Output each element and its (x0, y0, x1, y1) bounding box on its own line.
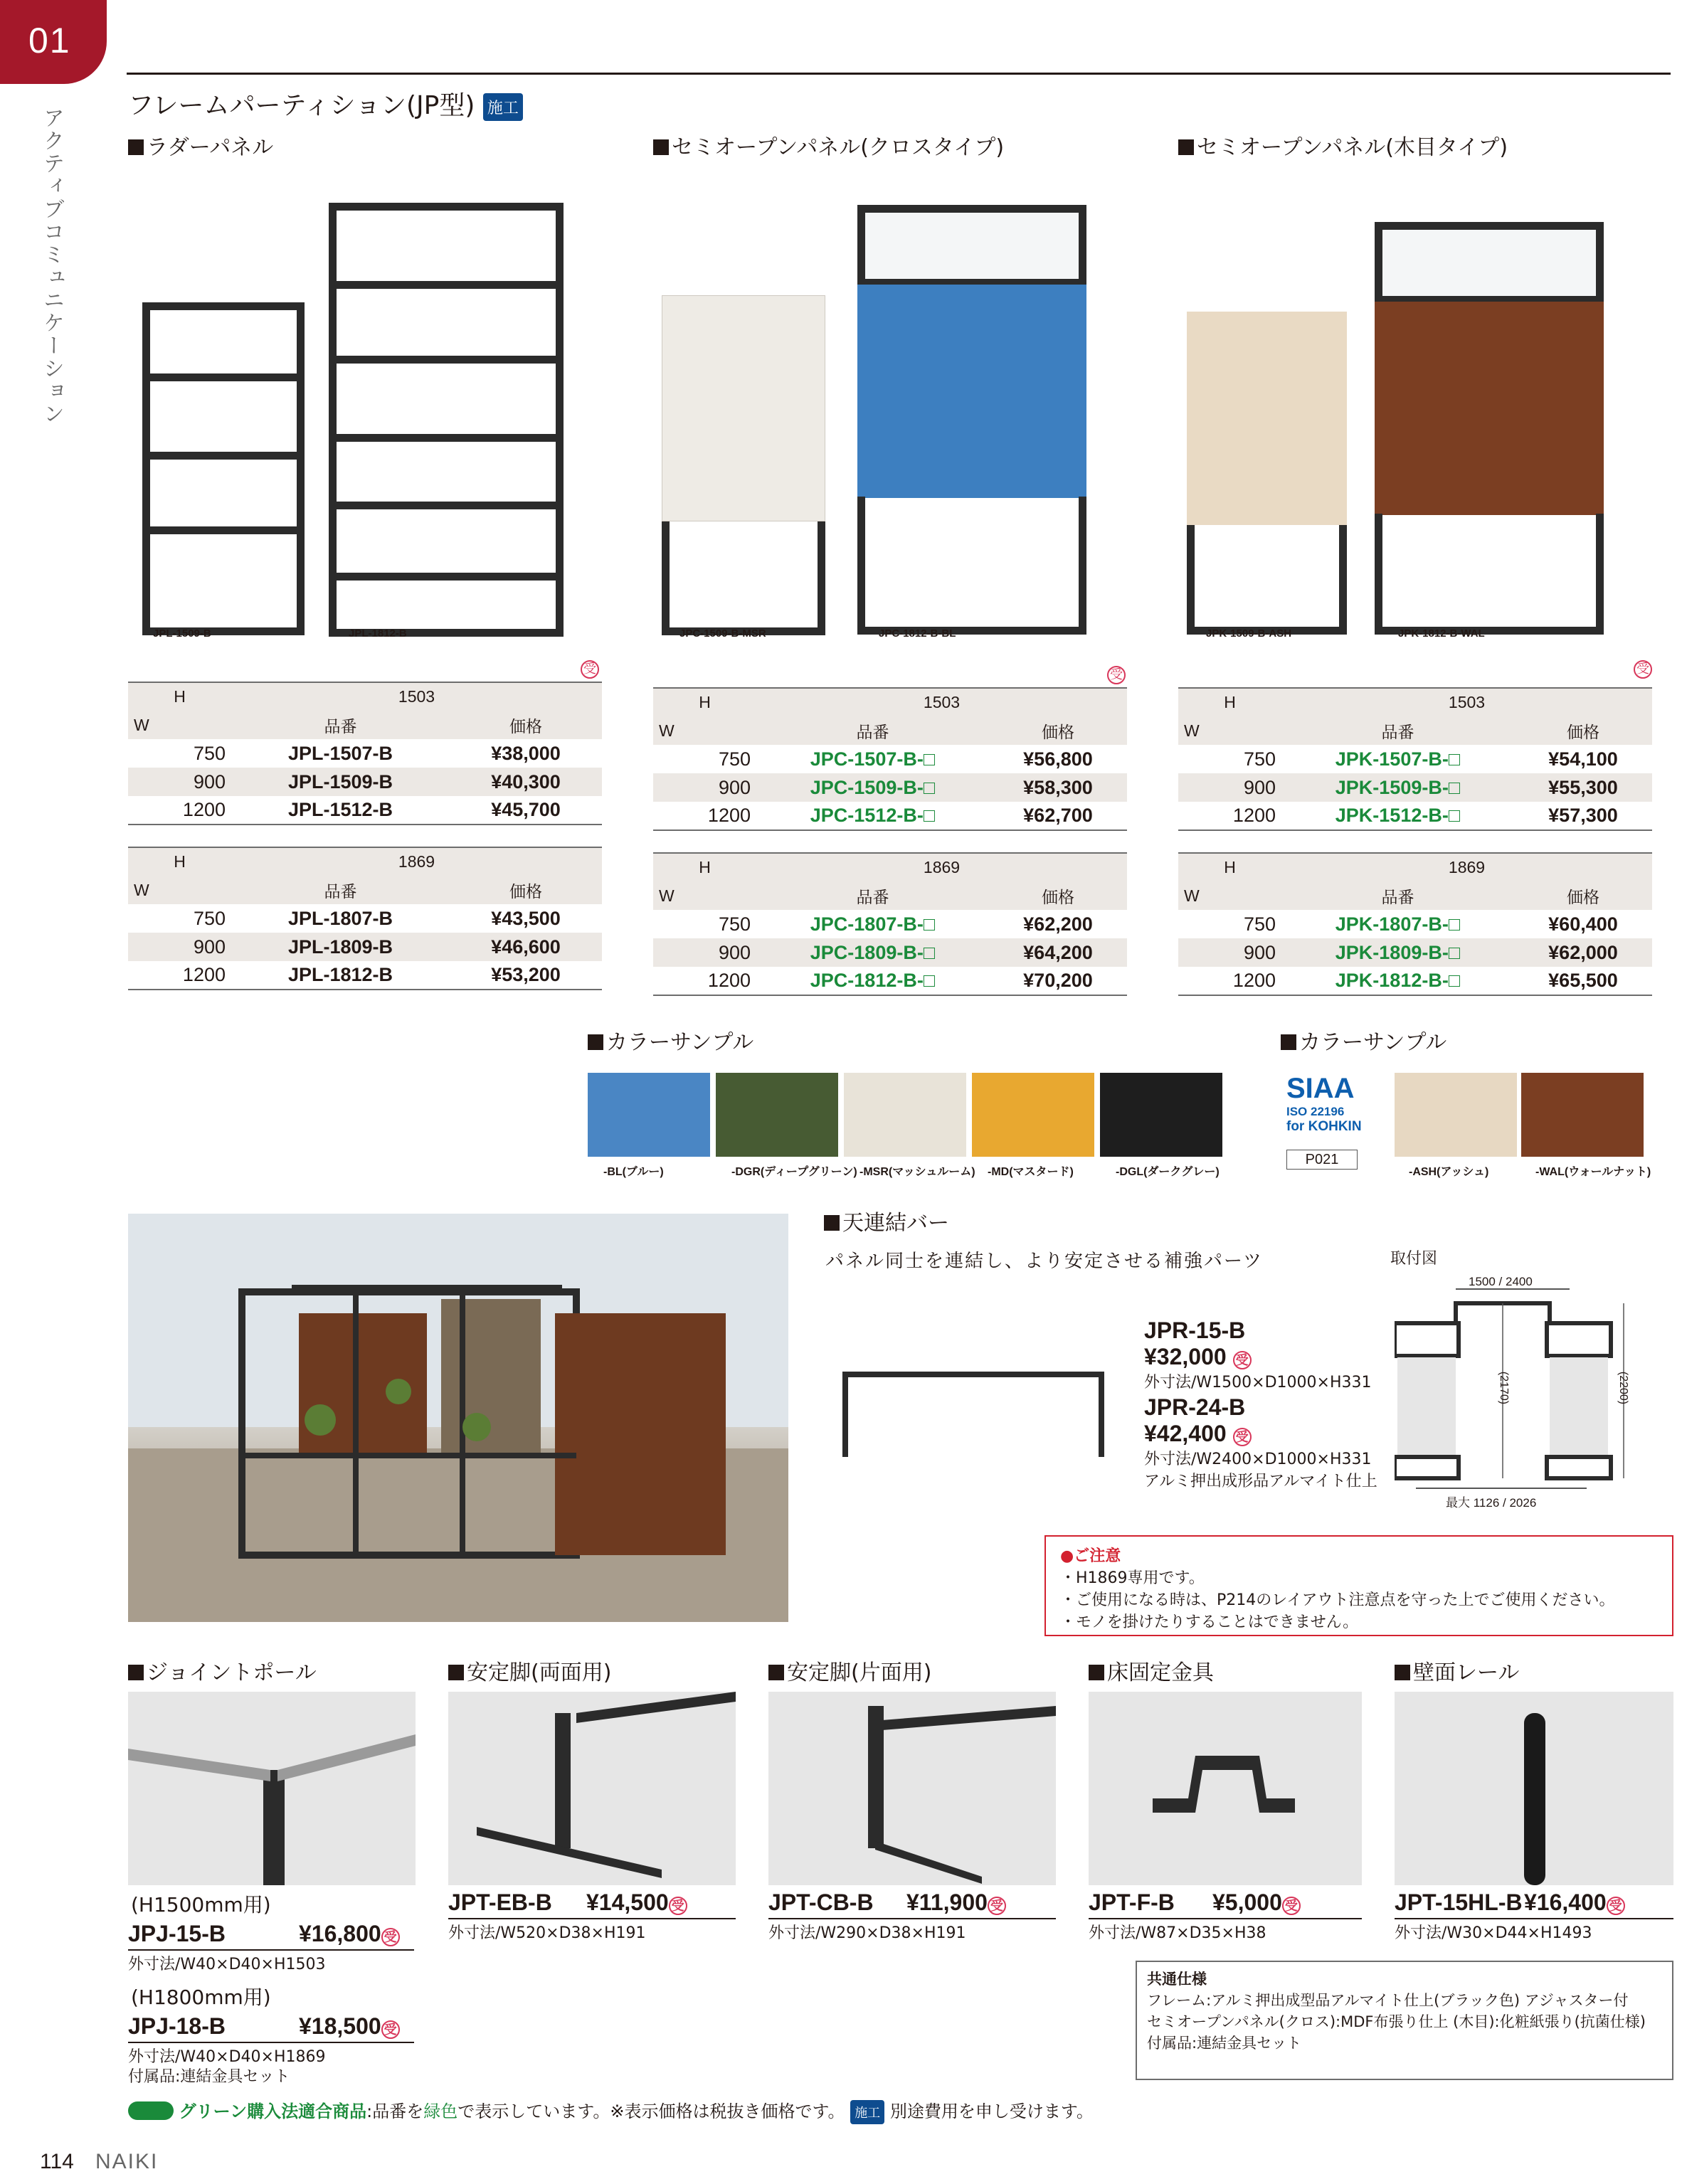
wall-rail-svg (1395, 1692, 1673, 1885)
wood-panel-large-image (1375, 222, 1604, 636)
top-bar-price-2: ¥42,400 (1144, 1421, 1227, 1446)
table-row (653, 967, 1127, 995)
section-top-bar: 天連結バー (824, 1205, 949, 1236)
table-w-label: W (1178, 881, 1281, 910)
office-photo (128, 1214, 788, 1622)
joint-price-2: ¥18,500 (299, 2013, 381, 2039)
table-h-label: H (653, 688, 756, 716)
cross-code-2: JPC-1812-B-BL (879, 627, 956, 640)
table-h-label: H (128, 847, 231, 876)
table-cell-w: 1200 (1178, 967, 1281, 995)
ladder-code-2: JPL-1812-B (349, 627, 407, 640)
table-cell-price: ¥57,300 (1514, 802, 1652, 830)
section-color-cross: カラーサンプル (588, 1024, 753, 1056)
swatch-wood-label: -ASH(アッシュ) (1409, 1166, 1489, 1178)
table-cell-w: 900 (653, 938, 756, 967)
table-cell-code: JPL-1807-B (287, 907, 393, 929)
part-dim: 外寸法/W87×D35×H38 (1089, 1924, 1266, 1942)
top-bar-price-2-wrap (1144, 1421, 1377, 1447)
table-cell-w: 900 (1178, 773, 1281, 802)
table-row (1178, 910, 1652, 938)
part-code: JPT-F-B (1089, 1889, 1175, 1915)
part-price: ¥14,500 (586, 1889, 669, 1915)
top-bar-price-1: ¥32,000 (1144, 1344, 1227, 1369)
table-code-header: 品番 (1281, 716, 1514, 745)
notice-line-2: ・ご使用になる時は、P214のレイアウト注意点を守った上でご使用ください。 (1060, 1591, 1615, 1609)
part-code: JPT-CB-B (768, 1889, 874, 1915)
swatch-wood-label: -WAL(ウォールナット) (1535, 1166, 1651, 1178)
section-floor: 床固定金具 (1089, 1655, 1214, 1686)
table-cell-code: JPC-1507-B-□ (810, 748, 936, 770)
joint-underline-2 (128, 2042, 414, 2043)
joint-note-2: (H1800mm用) (131, 1986, 271, 2009)
wood-code-2: JPK-1812-B-WAL (1398, 627, 1485, 640)
table-height: 1503 (231, 682, 602, 711)
table-height: 1869 (756, 853, 1127, 881)
top-bar-code-1: JPR-15-B (1144, 1318, 1246, 1343)
price-table-ladder-1503 (128, 682, 602, 825)
order-mark-tb1: 受 (1233, 1351, 1252, 1369)
diagram-width: 1500 / 2400 (1469, 1275, 1533, 1288)
header-rule (127, 73, 1671, 75)
chapter-title: アクティブコミュニケーション (39, 107, 64, 425)
section-cross: セミオープンパネル(クロスタイプ) (653, 129, 1004, 161)
table-cell-code: JPK-1507-B-□ (1335, 748, 1461, 770)
cross-code-1: JPC-1509-B-MSR (679, 627, 766, 640)
section-color-wood: カラーサンプル (1281, 1024, 1446, 1056)
table-cell-price: ¥65,500 (1514, 967, 1652, 995)
table-price-header: 価格 (1514, 716, 1652, 745)
table-cell-w: 900 (653, 773, 756, 802)
swatch-cross-label: -BL(ブルー) (603, 1166, 664, 1178)
table-cell-w: 1200 (653, 967, 756, 995)
table-cell-price: ¥62,200 (1023, 913, 1093, 935)
common-spec-box (1136, 1961, 1673, 2080)
table-cell-w: 1200 (128, 796, 231, 825)
section-leg-single: 安定脚(片面用) (768, 1655, 931, 1686)
construction-badge: 施工 (483, 93, 523, 121)
green-purchase-label: グリーン購入法適合商品 (179, 2101, 367, 2121)
footer-green-word: 緑色 (423, 2101, 458, 2121)
table-cell-price: ¥43,500 (491, 907, 561, 929)
joint-code-2: JPJ-18-B (128, 2013, 226, 2039)
table-cell-w: 1200 (653, 802, 756, 830)
order-mark: 受 (669, 1897, 687, 1915)
table-cell-price: ¥38,000 (491, 742, 561, 764)
notice-line-3: ・モノを掛けたりすることはできません。 (1060, 1613, 1359, 1631)
order-mark-cross: 受 (1107, 666, 1126, 684)
notice-line-1: ・H1869専用です。 (1060, 1569, 1205, 1587)
table-cell-w: 750 (193, 742, 226, 764)
wood-code-1: JPK-1509-B-ASH (1206, 627, 1292, 640)
part-dim: 外寸法/W520×D38×H191 (448, 1924, 646, 1942)
table-cell-code: JPK-1807-B-□ (1335, 913, 1461, 935)
part-underline (1089, 1918, 1362, 1919)
top-bar-price-1-wrap (1144, 1344, 1371, 1370)
table-cell-price: ¥46,600 (450, 933, 602, 961)
top-bar-item-1 (1144, 1318, 1371, 1392)
diagram-h2: (2200) (1617, 1371, 1630, 1405)
table-height: 1503 (756, 688, 1127, 716)
table-h-label: H (1178, 688, 1281, 716)
part-price: ¥16,400 (1524, 1889, 1607, 1915)
table-cell-price: ¥40,300 (450, 768, 602, 796)
footer-text-1: :品番を (366, 2101, 424, 2121)
table-cell-code: JPL-1809-B (231, 933, 450, 961)
swatch-cross-3 (972, 1073, 1094, 1157)
table-cell-w: 750 (1243, 748, 1276, 770)
table-row (128, 904, 602, 933)
table-cell-w: 750 (193, 907, 226, 929)
table-w-label: W (128, 711, 231, 739)
common-spec-title: 共通仕様 (1147, 1971, 1207, 1988)
table-row (1178, 773, 1652, 802)
diagram-h1: (2170) (1498, 1371, 1511, 1405)
table-cell-price: ¥58,300 (989, 773, 1127, 802)
table-cell-code: JPL-1509-B (231, 768, 450, 796)
table-cell-w: 900 (1178, 938, 1281, 967)
swatch-cross-2 (844, 1073, 966, 1157)
office-photo-illustration (128, 1214, 788, 1622)
part-code: JPT-EB-B (448, 1889, 552, 1915)
top-bar-dim-1: 外寸法/W1500×D1000×H331 (1144, 1374, 1372, 1391)
install-diagram-svg (1395, 1275, 1636, 1510)
price-table-ladder-1869 (128, 847, 602, 990)
part-underline (448, 1918, 736, 1919)
table-price-header: 価格 (450, 711, 602, 739)
table-height: 1869 (1281, 853, 1652, 881)
cross-panel-large-image (857, 205, 1086, 636)
table-cell-code: JPC-1512-B-□ (756, 802, 989, 830)
table-row (128, 768, 602, 796)
table-cell-price: ¥62,700 (989, 802, 1127, 830)
section-ladder: ラダーパネル (128, 129, 273, 161)
order-mark: 受 (1282, 1897, 1301, 1915)
part-price-wrap (1524, 1889, 1625, 1916)
table-cell-price: ¥53,200 (450, 961, 602, 990)
order-mark-wood: 受 (1634, 660, 1652, 679)
floor-bracket-image (1089, 1692, 1362, 1885)
footer-note (128, 2097, 1094, 2124)
table-row (128, 933, 602, 961)
top-bar-material: アルミ押出成形品アルマイト仕上 (1144, 1473, 1377, 1490)
top-bar-item-2 (1144, 1394, 1377, 1491)
swatch-cross-label: -DGL(ダークグレー) (1116, 1166, 1220, 1178)
swatch-cross-4 (1100, 1073, 1222, 1157)
top-bar-image (838, 1364, 1109, 1464)
section-leg-double: 安定脚(両面用) (448, 1655, 611, 1686)
table-row (128, 796, 602, 825)
order-mark: 受 (1607, 1897, 1625, 1915)
table-cell-code: JPK-1509-B-□ (1281, 773, 1514, 802)
leg-double-image (448, 1692, 736, 1885)
table-height: 1503 (1281, 688, 1652, 716)
top-bar-desc: パネル同士を連結し、より安定させる補強パーツ (825, 1251, 1263, 1272)
notice-box (1044, 1535, 1673, 1636)
table-cell-code: JPC-1809-B-□ (756, 938, 989, 967)
table-cell-price: ¥56,800 (1023, 748, 1093, 770)
price-table-wood-1869 (1178, 852, 1652, 996)
table-w-label: W (1178, 716, 1281, 745)
table-cell-code: JPK-1512-B-□ (1281, 802, 1514, 830)
top-bar-dim-2: 外寸法/W2400×D1000×H331 (1144, 1451, 1372, 1468)
table-row (128, 961, 602, 990)
table-height: 1869 (231, 847, 602, 876)
notice-title: ●ご注意 (1060, 1547, 1121, 1565)
joint-price-1-wrap (299, 1921, 400, 1947)
table-code-header: 品番 (756, 716, 989, 745)
joint-price-1: ¥16,800 (299, 1921, 381, 1946)
swatch-cross-0 (588, 1073, 710, 1157)
diagram-max: 最大 1126 / 2026 (1446, 1496, 1537, 1510)
section-wood: セミオープンパネル(木目タイプ) (1178, 129, 1508, 161)
part-dim: 外寸法/W30×D44×H1493 (1395, 1924, 1592, 1942)
table-w-label: W (653, 716, 756, 745)
leg-double-svg (448, 1692, 736, 1885)
swatch-cross-label: -MD(マスタード) (988, 1166, 1074, 1178)
part-price: ¥11,900 (906, 1889, 988, 1915)
order-mark-tb2: 受 (1233, 1428, 1252, 1446)
table-cell-w: 900 (128, 933, 231, 961)
install-diagram (1395, 1275, 1636, 1510)
table-cell-code: JPL-1512-B (231, 796, 450, 825)
swatch-cross-label: -MSR(マッシュルーム) (859, 1166, 975, 1178)
siaa-iso: ISO 22196 (1286, 1105, 1345, 1118)
table-cell-price: ¥70,200 (989, 967, 1127, 995)
table-row (653, 773, 1127, 802)
footer-text-3: 別途費用を申し受けます。 (889, 2101, 1094, 2121)
table-cell-code: JPL-1507-B (287, 742, 393, 764)
table-cell-code: JPL-1812-B (231, 961, 450, 990)
table-code-header: 品番 (1281, 881, 1514, 910)
table-cell-code: JPK-1809-B-□ (1281, 938, 1514, 967)
joint-note-1: (H1500mm用) (131, 1893, 271, 1917)
table-code-header: 品番 (231, 876, 450, 904)
table-price-header: 価格 (1514, 881, 1652, 910)
table-cell-price: ¥62,000 (1514, 938, 1652, 967)
joint-accessory: 付属品:連結金具セット (128, 2068, 290, 2086)
joint-code-1: JPJ-15-B (128, 1921, 226, 1946)
leg-single-image (768, 1692, 1056, 1885)
swatch-wood-0 (1395, 1073, 1517, 1157)
part-price-wrap (586, 1889, 687, 1916)
table-cell-w: 1200 (1178, 802, 1281, 830)
footer-badge: 施工 (850, 2100, 884, 2124)
order-mark-j1: 受 (381, 1928, 400, 1946)
table-row (1178, 802, 1652, 830)
table-row (653, 802, 1127, 830)
part-dim: 外寸法/W290×D38×H191 (768, 1924, 966, 1942)
part-price-wrap (1212, 1889, 1301, 1916)
joint-underline-1 (128, 1949, 414, 1951)
table-h-label: H (653, 853, 756, 881)
table-row (1178, 745, 1652, 773)
siaa-kohkin: for KOHKIN (1286, 1119, 1362, 1134)
table-row (1178, 938, 1652, 967)
table-row (653, 910, 1127, 938)
swatch-wood-1 (1521, 1073, 1644, 1157)
brand-name: NAIKI (95, 2150, 159, 2173)
order-mark-j2: 受 (381, 2020, 400, 2039)
table-row (653, 745, 1127, 773)
diagram-label: 取付図 (1390, 1250, 1438, 1268)
section-rail: 壁面レール (1395, 1655, 1519, 1686)
ladder-code-1: JPL-1509-B (153, 627, 211, 640)
common-spec-line-2: セミオープンパネル(クロス):MDF布張り仕上 (木目):化粧紙張り(抗菌仕様) (1147, 2013, 1646, 2030)
table-code-header: 品番 (231, 711, 450, 739)
floor-bracket-svg (1089, 1692, 1362, 1885)
joint-dim-2: 外寸法/W40×D40×H1869 (128, 2048, 326, 2066)
siaa-logo-text: SIAA (1286, 1073, 1355, 1104)
ladder-panel-large-image (329, 203, 564, 637)
part-price-wrap (906, 1889, 1006, 1916)
part-underline (1395, 1918, 1673, 1919)
cross-panel-small-image (662, 295, 825, 637)
ladder-panel-small-image (142, 302, 305, 635)
page-title-text: フレームパーティション(JP型) (128, 91, 475, 120)
section-joint: ジョイントポール (128, 1655, 317, 1686)
wall-rail-image (1395, 1692, 1673, 1885)
wood-panel-small-image (1187, 312, 1347, 636)
green-purchase-icon (128, 2101, 174, 2120)
table-h-label: H (128, 682, 231, 711)
table-cell-w: 1200 (128, 961, 231, 990)
common-spec-line-3: 付属品:連結金具セット (1147, 2035, 1302, 2052)
table-cell-w: 750 (1243, 913, 1276, 935)
price-table-cross-1869 (653, 852, 1127, 996)
table-cell-price: ¥45,700 (450, 796, 602, 825)
table-cell-price: ¥54,100 (1548, 748, 1618, 770)
table-cell-price: ¥60,400 (1548, 913, 1618, 935)
table-cell-code: JPK-1812-B-□ (1281, 967, 1514, 995)
table-price-header: 価格 (989, 716, 1127, 745)
common-spec-line-1: フレーム:アルミ押出成型品アルマイト仕上(ブラック色) アジャスター付 (1147, 1992, 1629, 2009)
table-cell-price: ¥64,200 (989, 938, 1127, 967)
table-h-label: H (1178, 853, 1281, 881)
swatch-cross-label: -DGR(ディープグリーン) (731, 1166, 857, 1178)
footer-text-2: で表示しています。※表示価格は税抜き価格です。 (457, 2101, 845, 2121)
table-w-label: W (653, 881, 756, 910)
table-code-header: 品番 (756, 881, 989, 910)
joint-price-2-wrap (299, 2013, 400, 2040)
price-table-wood-1503 (1178, 687, 1652, 831)
table-row (128, 739, 602, 768)
order-mark-ladder: 受 (581, 660, 599, 679)
table-row (1178, 967, 1652, 995)
part-underline (768, 1918, 1056, 1919)
table-cell-w: 900 (128, 768, 231, 796)
joint-dim-1: 外寸法/W40×D40×H1503 (128, 1956, 326, 1973)
leg-single-svg (768, 1692, 1056, 1885)
price-table-cross-1503 (653, 687, 1127, 831)
joint-pole-svg (128, 1692, 416, 1885)
order-mark: 受 (988, 1897, 1006, 1915)
table-cell-code: JPC-1509-B-□ (756, 773, 989, 802)
top-bar-code-2: JPR-24-B (1144, 1394, 1246, 1420)
page-number: 114 (40, 2150, 74, 2173)
chapter-number: 01 (28, 21, 71, 60)
table-cell-w: 750 (718, 748, 751, 770)
swatch-cross-1 (716, 1073, 838, 1157)
part-code: JPT-15HL-B (1395, 1889, 1523, 1915)
table-row (653, 938, 1127, 967)
joint-pole-image (128, 1692, 416, 1885)
siaa-page-ref[interactable]: P021 (1286, 1150, 1358, 1170)
table-cell-price: ¥55,300 (1514, 773, 1652, 802)
table-cell-w: 750 (718, 913, 751, 935)
table-w-label: W (128, 876, 231, 904)
table-price-header: 価格 (989, 881, 1127, 910)
page-title (128, 85, 523, 122)
table-price-header: 価格 (450, 876, 602, 904)
table-cell-code: JPC-1812-B-□ (756, 967, 989, 995)
part-price: ¥5,000 (1212, 1889, 1282, 1915)
table-cell-code: JPC-1807-B-□ (810, 913, 936, 935)
